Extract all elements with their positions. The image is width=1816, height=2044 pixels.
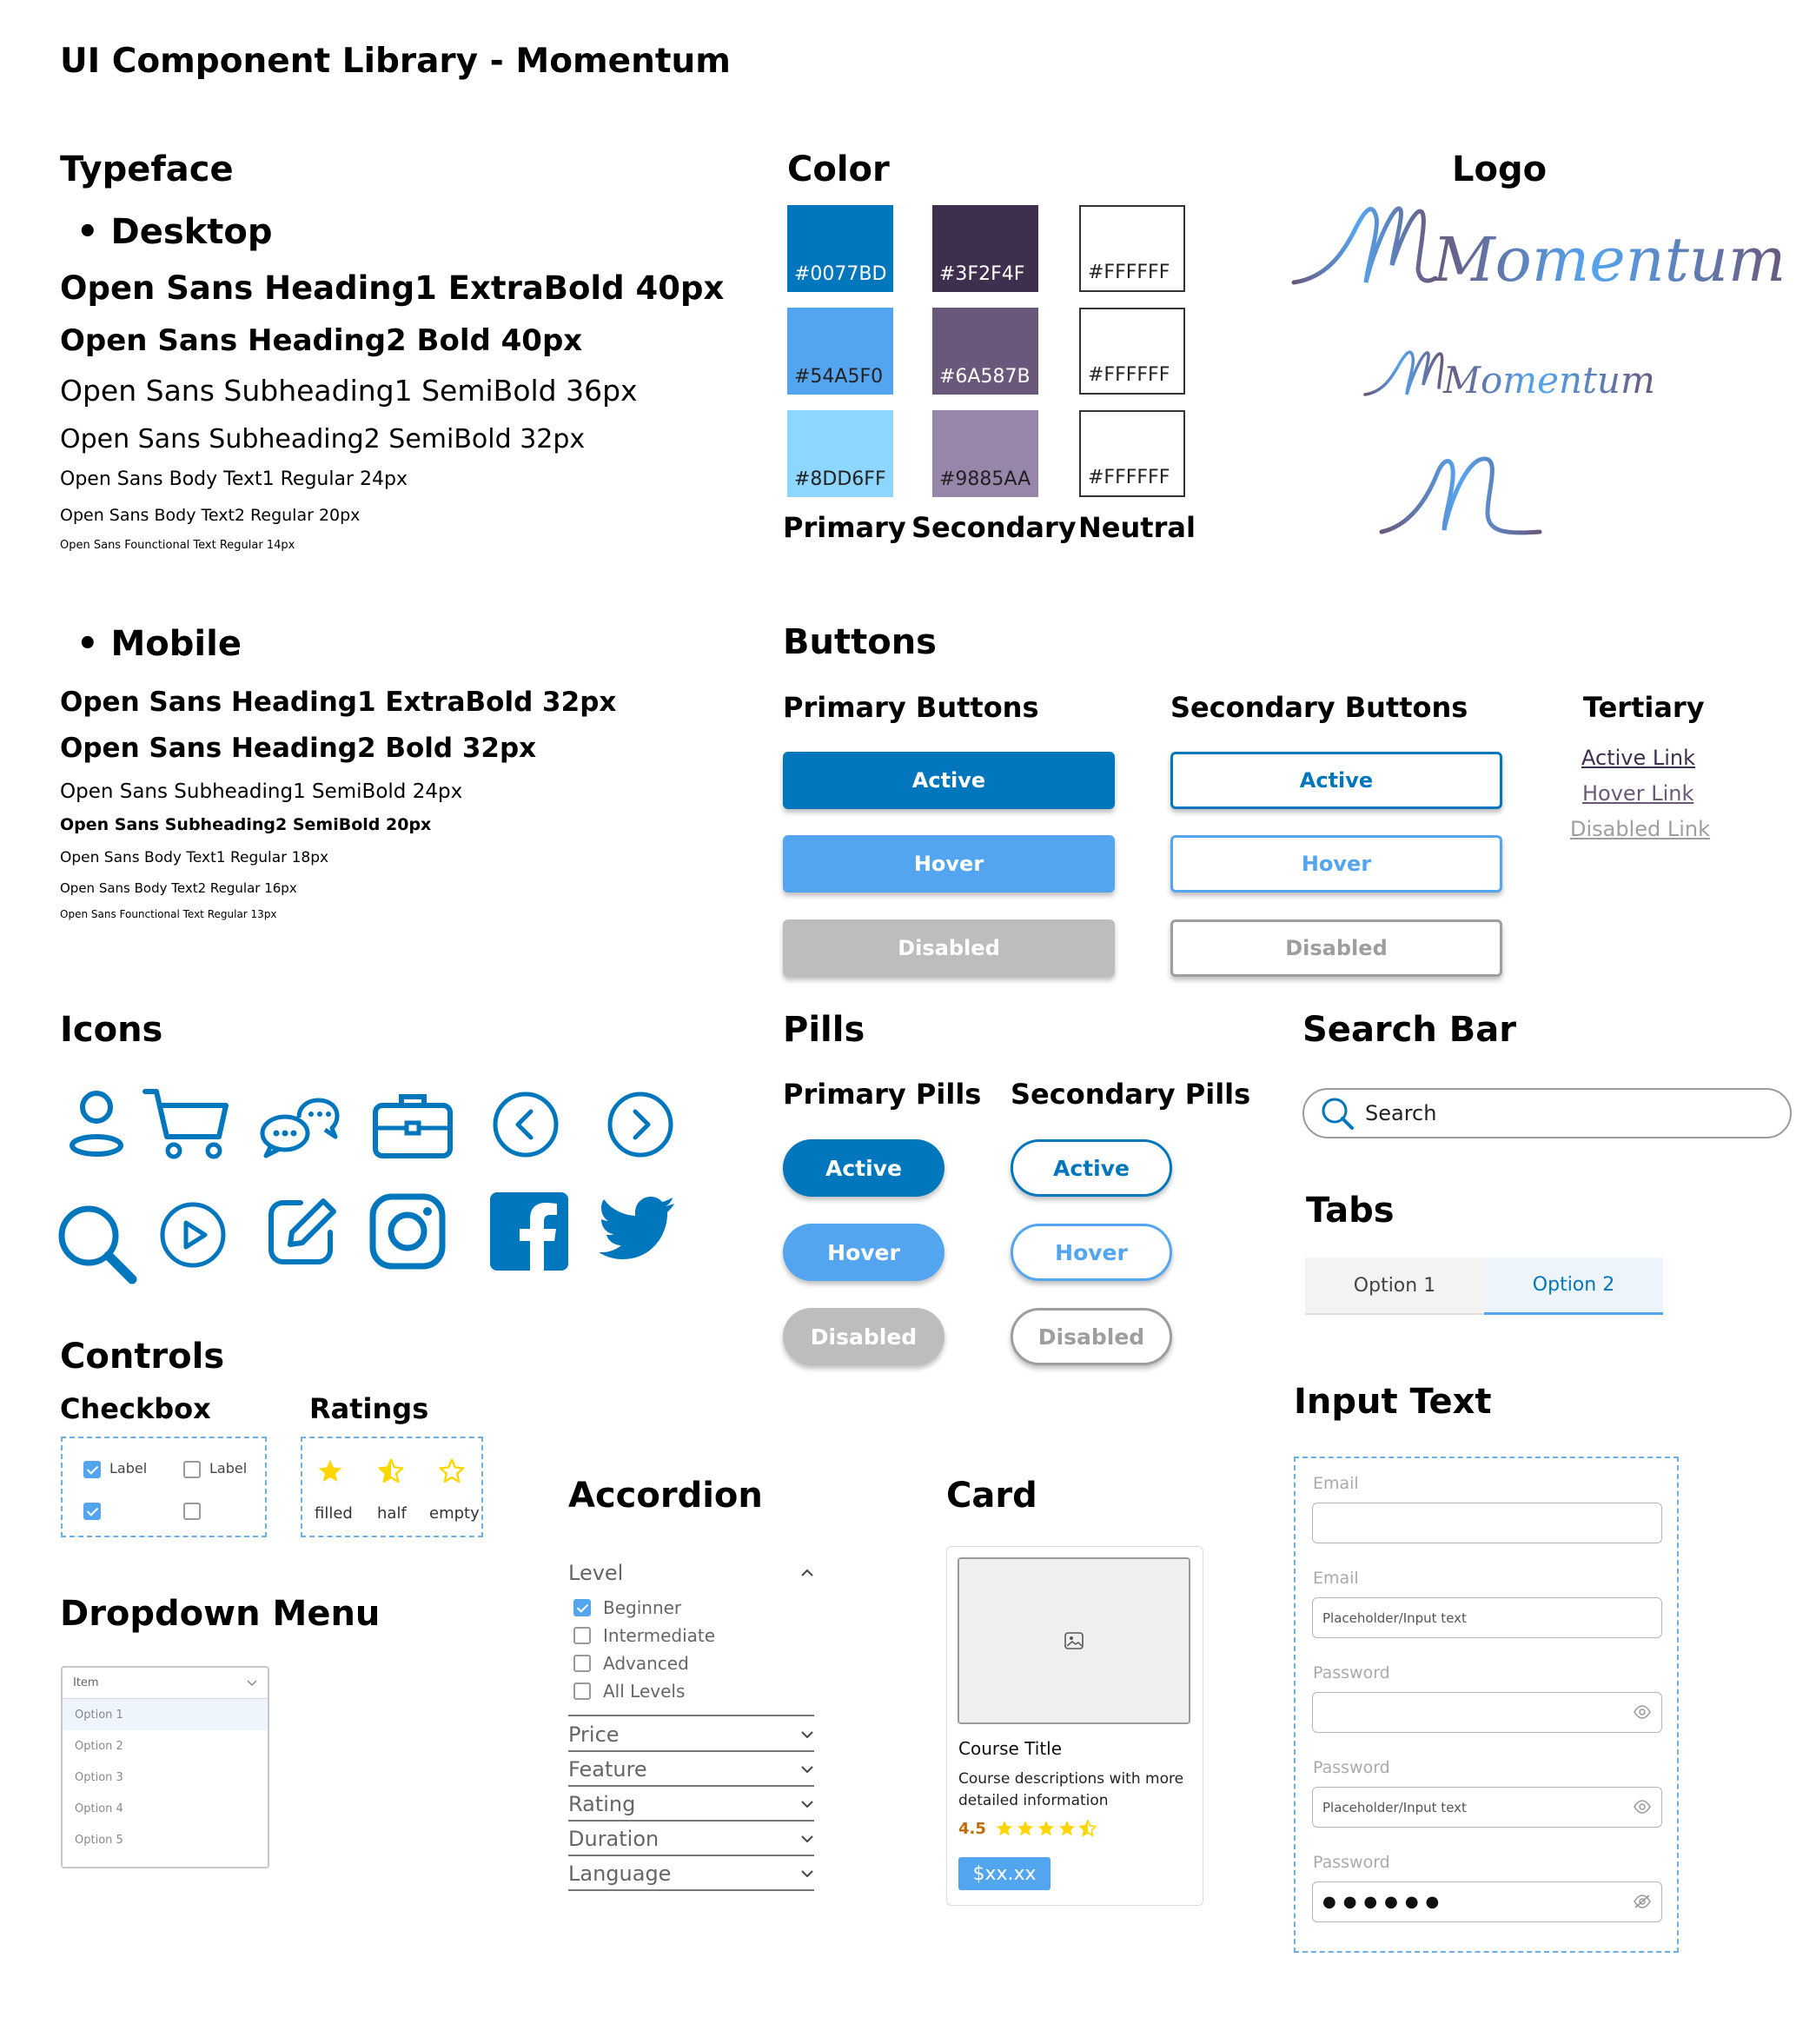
password-field-filled[interactable] bbox=[1312, 1881, 1662, 1922]
checkbox-heading: Checkbox bbox=[60, 1392, 211, 1425]
password-field-placeholder[interactable] bbox=[1312, 1787, 1662, 1828]
mobile-functional-sample: Open Sans Founctional Text Regular 13px bbox=[60, 908, 277, 920]
desktop-label: • Desktop bbox=[76, 212, 273, 252]
twitter-icon[interactable] bbox=[600, 1196, 676, 1260]
email-label: Email bbox=[1313, 1569, 1359, 1588]
desktop-body2-sample: Open Sans Body Text2 Regular 20px bbox=[60, 506, 361, 525]
accordion-section-title: Language bbox=[568, 1861, 672, 1886]
desktop-heading1-sample: Open Sans Heading1 ExtraBold 40px bbox=[60, 269, 725, 307]
facebook-icon[interactable] bbox=[490, 1192, 568, 1271]
color-swatch-primary-3: #8DD6FF bbox=[787, 410, 893, 497]
card-description: Course descriptions with more detailed information bbox=[958, 1770, 1184, 1809]
dropdown-trigger[interactable] bbox=[63, 1668, 268, 1699]
dropdown-value: Item bbox=[73, 1676, 99, 1689]
mobile-label: • Mobile bbox=[76, 624, 242, 664]
primary-pill-disabled[interactable]: Disabled bbox=[783, 1308, 944, 1365]
accordion-header-language[interactable] bbox=[568, 1857, 814, 1891]
dropdown-menu bbox=[61, 1666, 269, 1868]
desktop-heading2-sample: Open Sans Heading2 Bold 40px bbox=[60, 323, 583, 358]
search-icon bbox=[1320, 1096, 1355, 1131]
star-filled-icon bbox=[1057, 1819, 1077, 1838]
color-swatch-neutral-2: #FFFFFF bbox=[1079, 308, 1185, 395]
color-swatch-neutral-1: #FFFFFF bbox=[1079, 205, 1185, 292]
accordion-heading: Accordion bbox=[568, 1476, 763, 1516]
logo-wordmark-small bbox=[1361, 344, 1655, 405]
eye-icon[interactable] bbox=[1634, 1800, 1651, 1814]
chevron-up-icon bbox=[800, 1569, 814, 1577]
icons-heading: Icons bbox=[60, 1010, 163, 1050]
password-label: Password bbox=[1313, 1853, 1390, 1872]
chevron-down-icon bbox=[247, 1680, 257, 1687]
desktop-functional-sample: Open Sans Founctional Text Regular 14px bbox=[60, 539, 295, 552]
primary-button-hover[interactable]: Hover bbox=[783, 835, 1115, 893]
card-heading: Card bbox=[946, 1476, 1037, 1516]
star-empty-icon[interactable] bbox=[438, 1457, 466, 1485]
search-icon[interactable] bbox=[56, 1203, 137, 1284]
tertiary-link-hover[interactable]: Hover Link bbox=[1582, 781, 1694, 806]
card-image-placeholder bbox=[958, 1557, 1190, 1724]
accordion-option-advanced[interactable] bbox=[573, 1653, 689, 1674]
secondary-pill-hover[interactable]: Hover bbox=[1011, 1224, 1172, 1281]
star-half-icon[interactable] bbox=[377, 1457, 405, 1485]
color-swatch-secondary-2: #6A587B bbox=[932, 308, 1038, 395]
tertiary-link-active[interactable]: Active Link bbox=[1581, 746, 1696, 770]
accordion-option-all-levels[interactable] bbox=[573, 1681, 685, 1702]
accordion-section-title: Rating bbox=[568, 1791, 636, 1816]
dropdown-option[interactable]: Option 3 bbox=[75, 1770, 123, 1784]
svg-text:Momentum: Momentum bbox=[1443, 359, 1655, 402]
checkbox-unchecked[interactable] bbox=[573, 1682, 591, 1700]
secondary-pill-active[interactable]: Active bbox=[1011, 1139, 1172, 1197]
rating-label-filled: filled bbox=[315, 1504, 353, 1523]
checkbox-unchecked[interactable] bbox=[183, 1503, 201, 1520]
star-filled-icon bbox=[1037, 1819, 1056, 1838]
cart-icon[interactable] bbox=[142, 1086, 229, 1161]
page-title: UI Component Library - Momentum bbox=[60, 42, 731, 81]
mobile-heading1-sample: Open Sans Heading1 ExtraBold 32px bbox=[60, 687, 617, 718]
color-label-neutral: Neutral bbox=[1078, 511, 1196, 544]
ratings-group bbox=[301, 1437, 483, 1537]
email-input[interactable] bbox=[1322, 1516, 1609, 1531]
chevron-left-icon[interactable] bbox=[492, 1091, 560, 1158]
star-filled-icon[interactable] bbox=[316, 1457, 344, 1485]
ratings-heading: Ratings bbox=[309, 1392, 429, 1425]
card-title: Course Title bbox=[958, 1738, 1063, 1759]
mobile-body1-sample: Open Sans Body Text1 Regular 18px bbox=[60, 849, 329, 866]
play-icon[interactable] bbox=[158, 1200, 228, 1270]
logo-monogram bbox=[1375, 452, 1566, 539]
secondary-pills-heading: Secondary Pills bbox=[1011, 1078, 1251, 1111]
password-label: Password bbox=[1313, 1758, 1390, 1777]
primary-pill-active[interactable]: Active bbox=[783, 1139, 944, 1197]
password-input[interactable] bbox=[1322, 1705, 1609, 1721]
color-label-primary: Primary bbox=[783, 511, 906, 544]
color-swatch-secondary-1: #3F2F4F bbox=[932, 205, 1038, 292]
chevron-down-icon bbox=[800, 1869, 814, 1878]
password-field-empty[interactable] bbox=[1312, 1692, 1662, 1733]
image-icon bbox=[1064, 1632, 1084, 1649]
rating-label-half: half bbox=[377, 1504, 407, 1523]
mobile-body2-sample: Open Sans Body Text2 Regular 16px bbox=[60, 880, 297, 896]
option-label: All Levels bbox=[603, 1681, 686, 1702]
desktop-body1-sample: Open Sans Body Text1 Regular 24px bbox=[60, 468, 408, 490]
accordion-header-feature[interactable] bbox=[568, 1753, 814, 1787]
checkbox-labeled-checked[interactable] bbox=[83, 1461, 101, 1478]
option-label: Intermediate bbox=[603, 1625, 716, 1646]
accordion-option-beginner[interactable] bbox=[573, 1597, 681, 1618]
star-filled-icon bbox=[995, 1819, 1014, 1838]
dropdown-option[interactable]: Option 2 bbox=[75, 1739, 123, 1753]
accordion-section-title: Duration bbox=[568, 1826, 659, 1851]
checkbox-group bbox=[61, 1437, 267, 1537]
rating-label-empty: empty bbox=[429, 1504, 480, 1523]
color-swatch-secondary-3: #9885AA bbox=[932, 410, 1038, 497]
accordion-divider bbox=[568, 1715, 814, 1716]
checkbox-label: Label bbox=[209, 1460, 248, 1477]
accordion-header-rating[interactable] bbox=[568, 1788, 814, 1822]
eye-off-icon[interactable] bbox=[1634, 1895, 1651, 1908]
chevron-down-icon bbox=[800, 1800, 814, 1808]
search-bar[interactable] bbox=[1302, 1088, 1792, 1138]
checkbox-checked[interactable] bbox=[573, 1599, 591, 1616]
accordion-section-title: Price bbox=[568, 1722, 620, 1747]
email-input[interactable] bbox=[1322, 1610, 1609, 1626]
logo-wordmark-large bbox=[1289, 196, 1786, 309]
star-filled-icon bbox=[1016, 1819, 1035, 1838]
chevron-right-icon[interactable] bbox=[606, 1091, 674, 1158]
password-masked-value: ●●●●●● bbox=[1322, 1893, 1447, 1911]
color-swatch-neutral-3: #FFFFFF bbox=[1079, 410, 1185, 497]
accordion-section-title: Feature bbox=[568, 1756, 647, 1782]
checkbox-unchecked[interactable] bbox=[573, 1655, 591, 1672]
tab-option-2[interactable]: Option 2 bbox=[1484, 1258, 1663, 1315]
email-field-empty[interactable] bbox=[1312, 1503, 1662, 1543]
checkbox-labeled-unchecked[interactable] bbox=[183, 1461, 201, 1478]
secondary-button-active[interactable]: Active bbox=[1170, 752, 1502, 809]
tertiary-link-disabled[interactable]: Disabled Link bbox=[1570, 817, 1711, 841]
chevron-down-icon bbox=[800, 1730, 814, 1739]
dropdown-heading: Dropdown Menu bbox=[60, 1594, 381, 1634]
password-input[interactable] bbox=[1322, 1800, 1609, 1815]
tab-option-1[interactable]: Option 1 bbox=[1305, 1258, 1484, 1315]
email-label: Email bbox=[1313, 1474, 1359, 1493]
secondary-button-disabled[interactable]: Disabled bbox=[1170, 919, 1502, 977]
pills-heading: Pills bbox=[783, 1010, 865, 1050]
accordion-header-price[interactable] bbox=[568, 1718, 814, 1752]
color-swatch-primary-1: #0077BD bbox=[787, 205, 893, 292]
mobile-subheading1-sample: Open Sans Subheading1 SemiBold 24px bbox=[60, 780, 463, 803]
accordion-header-duration[interactable] bbox=[568, 1822, 814, 1856]
secondary-pill-disabled[interactable]: Disabled bbox=[1011, 1308, 1172, 1365]
user-icon[interactable] bbox=[66, 1088, 127, 1158]
card-price: $xx.xx bbox=[958, 1857, 1050, 1890]
accordion-section-title: Level bbox=[568, 1560, 624, 1585]
primary-pill-hover[interactable]: Hover bbox=[783, 1224, 944, 1281]
primary-button-disabled[interactable]: Disabled bbox=[783, 919, 1115, 977]
logo-heading: Logo bbox=[1452, 149, 1548, 189]
secondary-buttons-heading: Secondary Buttons bbox=[1170, 691, 1468, 724]
accordion-header-level[interactable] bbox=[568, 1556, 814, 1589]
controls-heading: Controls bbox=[60, 1337, 225, 1377]
search-input[interactable] bbox=[1365, 1101, 1773, 1125]
dropdown-option[interactable]: Option 5 bbox=[75, 1833, 123, 1847]
svg-text:Momentum: Momentum bbox=[1433, 224, 1786, 295]
chevron-down-icon bbox=[800, 1835, 814, 1843]
star-half-icon bbox=[1078, 1819, 1097, 1838]
chevron-down-icon bbox=[800, 1765, 814, 1774]
search-bar-heading: Search Bar bbox=[1302, 1010, 1516, 1050]
email-field-placeholder[interactable] bbox=[1312, 1597, 1662, 1638]
buttons-heading: Buttons bbox=[783, 622, 937, 662]
briefcase-icon[interactable] bbox=[372, 1090, 454, 1159]
tabs-heading: Tabs bbox=[1306, 1191, 1395, 1231]
tertiary-heading: Tertiary bbox=[1583, 691, 1705, 724]
typeface-heading: Typeface bbox=[60, 149, 234, 189]
primary-button-active[interactable]: Active bbox=[783, 752, 1115, 809]
chat-icon[interactable] bbox=[259, 1097, 339, 1159]
course-card[interactable] bbox=[946, 1546, 1203, 1906]
desktop-subheading2-sample: Open Sans Subheading2 SemiBold 32px bbox=[60, 424, 586, 455]
eye-icon[interactable] bbox=[1634, 1705, 1651, 1719]
color-heading: Color bbox=[787, 149, 890, 189]
option-label: Beginner bbox=[603, 1597, 682, 1618]
option-label: Advanced bbox=[603, 1653, 689, 1674]
checkbox-checked[interactable] bbox=[83, 1503, 101, 1520]
primary-pills-heading: Primary Pills bbox=[783, 1078, 982, 1111]
password-label: Password bbox=[1313, 1663, 1390, 1682]
edit-icon[interactable] bbox=[266, 1196, 337, 1267]
accordion-option-intermediate[interactable] bbox=[573, 1625, 715, 1646]
dropdown-option[interactable]: Option 1 bbox=[63, 1699, 268, 1730]
input-text-heading: Input Text bbox=[1294, 1382, 1492, 1422]
dropdown-option[interactable]: Option 4 bbox=[75, 1802, 123, 1815]
card-rating-value: 4.5 bbox=[958, 1819, 986, 1838]
color-label-secondary: Secondary bbox=[911, 511, 1077, 544]
color-swatch-primary-2: #54A5F0 bbox=[787, 308, 893, 395]
mobile-subheading2-sample: Open Sans Subheading2 SemiBold 20px bbox=[60, 815, 432, 834]
primary-buttons-heading: Primary Buttons bbox=[783, 691, 1039, 724]
card-rating bbox=[958, 1819, 1097, 1838]
desktop-subheading1-sample: Open Sans Subheading1 SemiBold 36px bbox=[60, 374, 638, 408]
card-rating-stars bbox=[995, 1819, 1097, 1838]
checkbox-unchecked[interactable] bbox=[573, 1627, 591, 1644]
checkbox-label: Label bbox=[109, 1460, 148, 1477]
instagram-icon[interactable] bbox=[368, 1192, 447, 1271]
secondary-button-hover[interactable]: Hover bbox=[1170, 835, 1502, 893]
mobile-heading2-sample: Open Sans Heading2 Bold 32px bbox=[60, 733, 537, 764]
